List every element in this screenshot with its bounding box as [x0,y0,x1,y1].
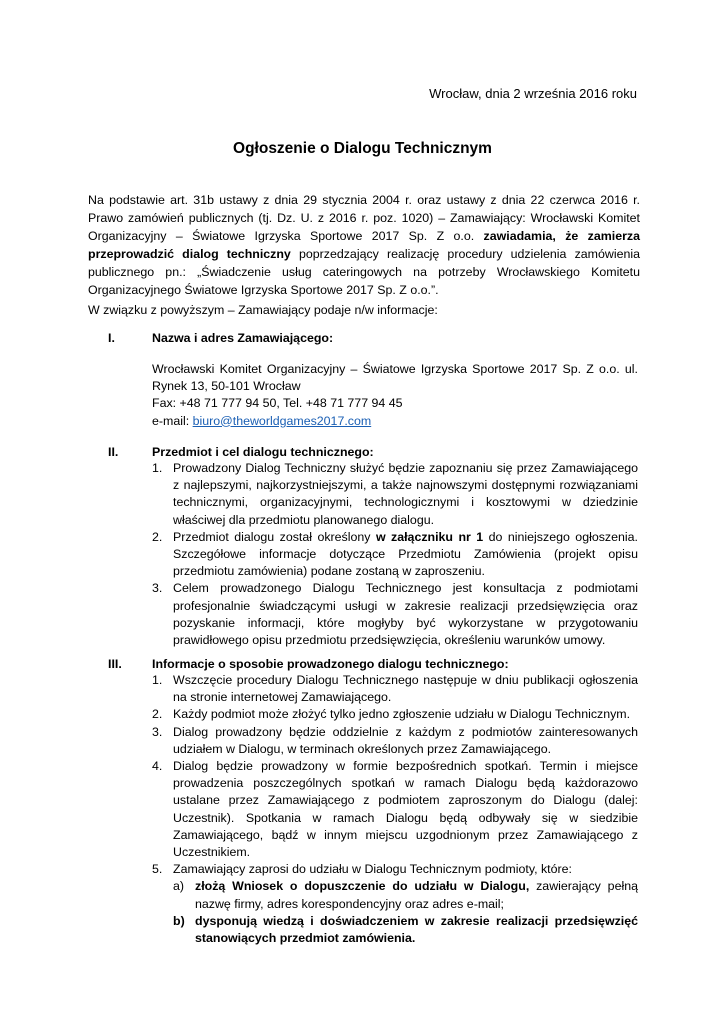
sub-item-bold: złożą Wniosek o dopuszczenie do udziału w Dialogu, [195,879,530,894]
item-text: Dialog prowadzony będzie oddzielnie z każdym z podmiotów zainteresowanych udziałem w Dialogu, w terminach określonych przez Zamawiającego. [173,724,638,756]
item-number: 2. [152,707,163,722]
item-number: 2. [152,529,163,544]
document-title: Ogłoszenie o Dialogu Technicznym [233,140,492,157]
item-text: Zamawiający zaprosi do udziału w Dialogu Technicznym podmioty, które: [173,862,572,877]
item-number: 3. [152,581,163,596]
item-text: Prowadzony Dialog Techniczny służyć będzie zapoznaniu się przez Zamawiającego z najlepszymi, najkorzystniejszymi, a także najnowszymi dostępnymi rozwiązaniami technicznymi, organizacyjnymi, technologicznymi i kosztowymi w dziedzinie właściwej dla przedmiotu planowanego dialogu. [173,461,638,527]
item-bold: w załączniku nr 1 [375,529,484,544]
list-item [152,861,638,878]
section-3-list [152,672,638,947]
contact-line: Fax: +48 71 777 94 50, Tel. +48 71 777 94 45 [152,396,403,411]
item-number: 1. [152,461,163,475]
date-line: Wrocław, dnia 2 września 2016 roku [429,86,637,101]
list-item [152,460,638,529]
list-item [152,724,638,758]
lead-paragraph: W związku z powyższym – Zamawiający podaje n/w informacje: [88,303,438,317]
sub-item-bold: dysponują wiedzą i doświadczeniem w zakresie realizacji przedsięwzięć stanowiących przedmiot zamówienia. [195,913,638,946]
email-label: e-mail: [152,413,193,428]
sub-item-letter: b) [173,913,185,928]
intro-bold: zawiadamia, że zamierza przeprowadzić dialog techniczny [88,229,640,261]
intro-text-2: poprzedzający realizację procedury udzielenia zamówienia publicznego pn.: „Świadczenie usług cateringowych na potrzeby Wrocławskiego Komitetu Organizacyjnego Światowe Igrzyska Sportowe 2017 Sp. Z o.o.”. [88,247,640,297]
section-2-title: Przedmiot i cel dialogu technicznego: [152,445,374,459]
item-number: 4. [152,759,163,774]
section-3-number: III. [108,657,122,671]
email-line [152,413,638,430]
section-2-list [152,460,638,649]
email-link[interactable]: biuro@theworldgames2017.com [192,413,372,428]
list-item [152,706,638,723]
section-1-number: I. [108,331,115,345]
list-item [152,580,638,649]
sub-item-text: zawierający pełną nazwę firmy, adres korespondencyjny oraz adres e-mail; [195,879,638,911]
item-text: do niniejszego ogłoszenia. Szczegółowe informacje dotyczące Przedmiotu Zamówienia (projekt opisu przedmiotu zamówienia) podane zostaną w zaproszeniu. [173,529,638,579]
item-number: 5. [152,862,163,877]
section-1-title: Nazwa i adres Zamawiającego: [152,331,334,345]
section-3-title: Informacje o sposobie prowadzonego dialogu technicznego: [152,657,509,671]
section-2-number: II. [108,445,119,459]
address-line: Wrocławski Komitet Organizacyjny – Światowe Igrzyska Sportowe 2017 Sp. Z o.o. ul. Rynek 13, 50-101 Wrocław [152,362,638,394]
sub-item-letter: a) [173,879,185,894]
sub-list-item [152,878,638,912]
item-text: Wszczęcie procedury Dialogu Technicznego następuje w dniu publikacji ogłoszenia na stronie internetowej Zamawiającego. [173,673,638,705]
list-item [152,529,638,581]
intro-text-1: Na podstawie art. 31b ustawy z dnia 29 stycznia 2004 r. oraz ustawy z dnia 22 czerwca 2016 r. Prawo zamówień publicznych (tj. Dz. U. z 2016 r. poz. 1020) – Zamawiający: Wrocławski Komitet Organizacyjny – Światowe Igrzyska Sportowe 2017 Sp. Z o.o. [88,193,640,243]
item-text: Celem prowadzonego Dialogu Technicznego jest konsultacja z podmiotami profesjonalnie świadczącymi usługi w zakresie realizacji przedsięwzięcia oraz pozyskanie informacji, które mogłyby być wykorzystane w przygotowaniu prawidłowego opisu przedmiotu przedsięwzięcia, określeniu warunków umowy. [173,581,638,648]
sub-list-item [152,913,638,947]
intro-paragraph [88,191,640,299]
item-text: Przedmiot dialogu został określony [173,529,376,544]
item-text: Dialog będzie prowadzony w formie bezpośrednich spotkań. Termin i miejsce prowadzenia poszczególnych spotkań w ramach Dialogu będą każdorazowo ustalane przez Zamawiającego z podmiotem zaproszonym do Dialogu (dalej: Uczestnik). Spotkania w ramach Dialogu będą odbywały się w siedzibie Zamawiającego, bądź w innym miejscu uzgodnionym przez Zamawiającego z Uczestnikiem. [173,759,638,860]
item-text: Każdy podmiot może złożyć tylko jedno zgłoszenie udziału w Dialogu Technicznym. [173,707,631,722]
item-number: 1. [152,673,163,687]
list-item [152,758,638,861]
list-item [152,672,638,706]
item-number: 3. [152,724,163,739]
section-1-address [152,361,638,430]
